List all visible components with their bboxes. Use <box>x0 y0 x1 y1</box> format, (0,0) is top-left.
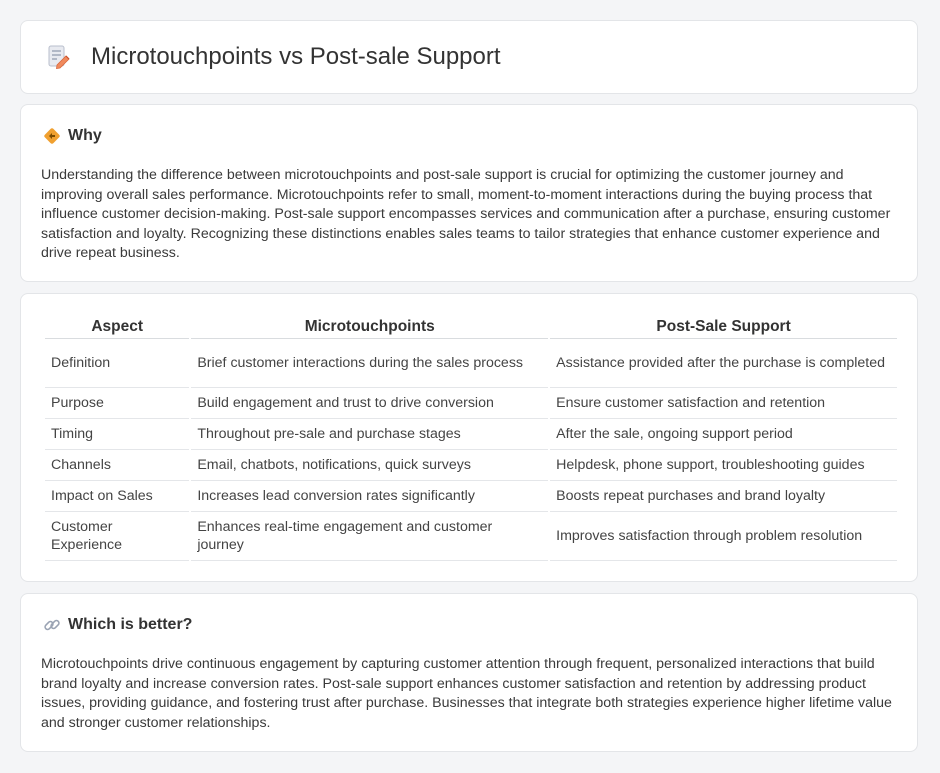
row-post-sale: After the sale, ongoing support period <box>550 419 897 450</box>
row-post-sale: Ensure customer satisfaction and retention <box>550 388 897 419</box>
row-aspect: Customer Experience <box>45 512 189 561</box>
row-aspect: Purpose <box>45 388 189 419</box>
table-header-row <box>45 314 897 339</box>
row-post-sale: Boosts repeat purchases and brand loyalty <box>550 481 897 512</box>
header-aspect: Aspect <box>45 314 189 339</box>
better-heading-row <box>43 616 192 634</box>
row-microtouchpoints: Enhances real-time engagement and customer journey <box>191 512 548 561</box>
why-card <box>20 104 918 282</box>
row-microtouchpoints: Throughout pre-sale and purchase stages <box>191 419 548 450</box>
why-heading: Why <box>68 127 102 144</box>
table-row <box>45 388 897 419</box>
table-row <box>45 512 897 561</box>
header-microtouchpoints: Microtouchpoints <box>191 314 548 339</box>
why-heading-row <box>43 127 102 145</box>
page-title: Microtouchpoints vs Post-sale Support <box>91 43 501 70</box>
row-aspect: Definition <box>45 339 189 388</box>
title-row <box>45 43 501 71</box>
link-icon <box>43 616 61 634</box>
row-aspect: Impact on Sales <box>45 481 189 512</box>
row-aspect: Timing <box>45 419 189 450</box>
better-body: Microtouchpoints drive continuous engagement by capturing customer attention through frequent, personalized interactions that build brand loyalty and increase conversion rates. Post-sale support enhances customer satisfaction and retention by addressing product issues, providing guidance, and fostering trust after purchase. Businesses that integrate both strategies experience higher lifetime value and stronger customer relationships. <box>41 656 892 731</box>
table-row <box>45 339 897 388</box>
table-row <box>45 481 897 512</box>
title-card <box>20 20 918 94</box>
diamond-arrow-icon <box>43 127 61 145</box>
document-edit-icon <box>45 44 71 70</box>
row-post-sale: Helpdesk, phone support, troubleshooting guides <box>550 450 897 481</box>
better-heading: Which is better? <box>68 616 193 633</box>
row-microtouchpoints: Brief customer interactions during the sales process <box>191 339 548 388</box>
row-post-sale: Assistance provided after the purchase is completed <box>550 339 897 388</box>
row-microtouchpoints: Increases lead conversion rates significantly <box>191 481 548 512</box>
row-aspect: Channels <box>45 450 189 481</box>
row-post-sale: Improves satisfaction through problem resolution <box>550 512 897 561</box>
header-post-sale-support: Post-Sale Support <box>550 314 897 339</box>
row-microtouchpoints: Email, chatbots, notifications, quick surveys <box>191 450 548 481</box>
table-row <box>45 450 897 481</box>
comparison-card <box>20 293 918 582</box>
why-body: Understanding the difference between microtouchpoints and post-sale support is crucial for optimizing the customer journey and improving overall sales performance. Microtouchpoints refer to small, moment-to-moment interactions during the buying process that influence customer decision-making. Post-sale support encompasses services and communication after a purchase, ensuring customer satisfaction and loyalty. Recognizing these distinctions enables sales teams to tailor strategies that enhance customer experience and drive repeat business. <box>41 167 891 262</box>
row-microtouchpoints: Build engagement and trust to drive conversion <box>191 388 548 419</box>
comparison-table <box>43 314 899 561</box>
better-card <box>20 593 918 752</box>
table-row <box>45 419 897 450</box>
